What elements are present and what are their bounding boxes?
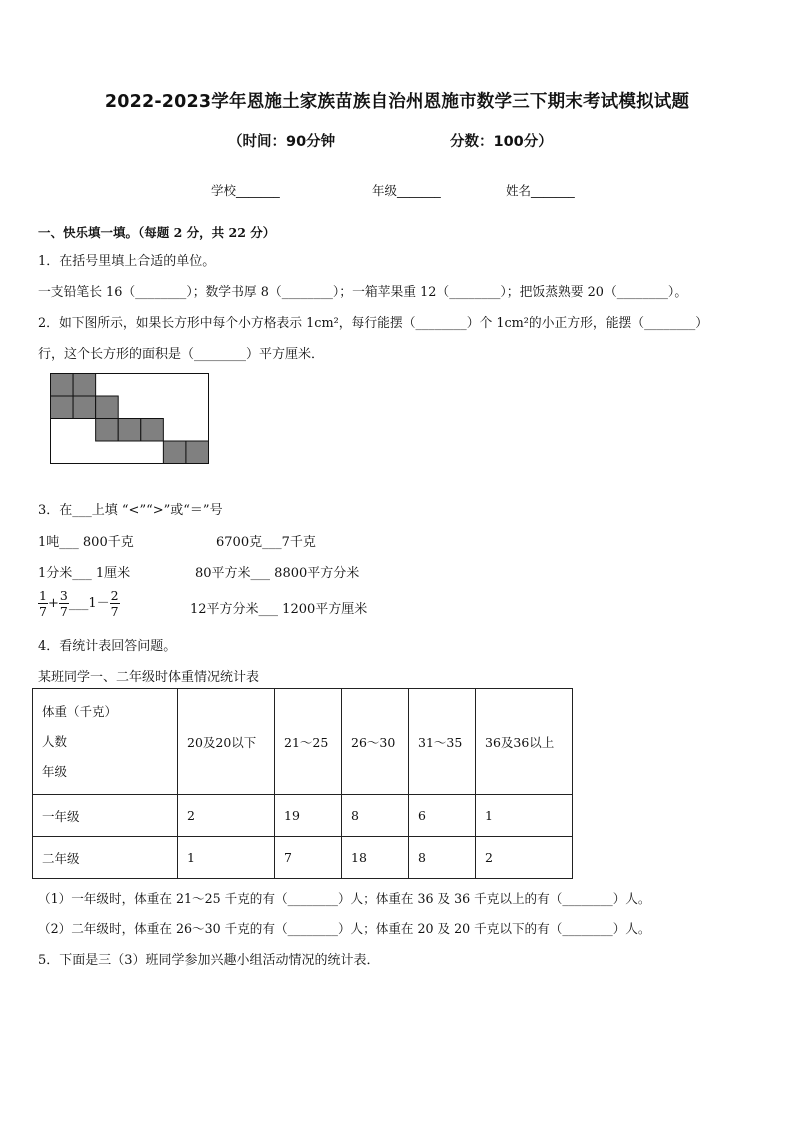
- table-cell: 8: [342, 795, 409, 837]
- table-row: [33, 837, 573, 879]
- shaded-square: [96, 419, 119, 442]
- shaded-square: [186, 441, 209, 464]
- table-corner-cell: 体重（千克） 人数 年级: [33, 689, 178, 795]
- table-header-row: [33, 689, 573, 795]
- table-cell: 7: [275, 837, 342, 879]
- table-cell: 18: [342, 837, 409, 879]
- section-heading: 一、快乐填一填。（每题 2 分，共 22 分）: [38, 225, 276, 240]
- grade-field[interactable]: 年级_______: [372, 183, 441, 198]
- table-cell: 2: [178, 795, 275, 837]
- q3-prompt: 3．在___上填 “<”“>”或“＝”号: [38, 503, 223, 518]
- q3-row3-right: 12平方分米___ 1200平方厘米: [190, 602, 368, 617]
- fraction-1-7: $\frac{1}{7}$: [39, 588, 47, 619]
- column-header: 31～35: [409, 689, 476, 795]
- name-field[interactable]: 姓名_______: [506, 183, 575, 198]
- exam-time: （时间：90分钟: [228, 134, 336, 150]
- column-header: 20及20以下: [178, 689, 275, 795]
- q4-sub1: （1）一年级时，体重在 21～25 千克的有（________）人；体重在 36 及 36 千克以上的有（________）人。: [38, 891, 651, 906]
- shaded-square: [51, 374, 74, 397]
- shaded-square: [141, 419, 164, 442]
- shaded-square: [73, 374, 96, 397]
- table-row: [33, 795, 573, 837]
- row-label: 一年级: [33, 795, 178, 837]
- table-cell: 8: [409, 837, 476, 879]
- page-title: 2022-2023学年恩施土家族苗族自治州恩施市数学三下期末考试模拟试题: [104, 92, 690, 112]
- table-cell: 2: [476, 837, 573, 879]
- shaded-square: [51, 396, 74, 419]
- rectangle-grid-figure: [50, 373, 210, 465]
- table-cell: 1: [476, 795, 573, 837]
- column-header: 21～25: [275, 689, 342, 795]
- q2-line1: 2．如下图所示，如果长方形中每个小方格表示 1cm²，每行能摆（________）个 1cm²的小正方形，能摆（________）: [38, 316, 709, 331]
- shaded-square: [163, 441, 186, 464]
- table-caption: 某班同学一、二年级时体重情况统计表: [38, 670, 260, 685]
- exam-score: 分数：100分）: [450, 134, 553, 150]
- fraction-2-7: $\frac{2}{7}$: [110, 588, 119, 619]
- q4-prompt: 4．看统计表回答问题。: [38, 639, 177, 654]
- table-cell: 1: [178, 837, 275, 879]
- q2-line2: 行，这个长方形的面积是（________）平方厘米．: [38, 347, 325, 362]
- q3-row1-right: 6700克___7千克: [216, 535, 316, 550]
- q3-fraction-expression: $\frac{1}{7}$ + $\frac{3}{7}$ ___1－ $\frac{2}{7}$: [39, 588, 119, 619]
- fraction-3-7: $\frac{3}{7}$: [59, 588, 68, 619]
- shaded-square: [73, 396, 96, 419]
- weight-stats-table: [32, 688, 573, 879]
- table-cell: 6: [409, 795, 476, 837]
- table-cell: 19: [275, 795, 342, 837]
- shaded-square: [118, 419, 141, 442]
- q3-row1-left: 1吨___ 800千克: [38, 535, 134, 550]
- q5-prompt: 5．下面是三（3）班同学参加兴趣小组活动情况的统计表．: [38, 953, 380, 968]
- q3-row2-left: 1分米___ 1厘米: [38, 566, 131, 581]
- q1-prompt: 1．在括号里填上合适的单位。: [38, 254, 216, 269]
- column-header: 36及36以上: [476, 689, 573, 795]
- q3-row2-right: 80平方米___ 8800平方分米: [195, 566, 360, 581]
- q1-line: 一支铅笔长 16（________）；数学书厚 8（________）；一箱苹果重 12（________）；把饭蒸熟要 20（________）。: [38, 285, 688, 300]
- q4-sub2: （2）二年级时，体重在 26～30 千克的有（________）人；体重在 20 及 20 千克以下的有（________）人。: [38, 921, 651, 936]
- row-label: 二年级: [33, 837, 178, 879]
- column-header: 26～30: [342, 689, 409, 795]
- shaded-square: [96, 396, 119, 419]
- school-field[interactable]: 学校_______: [211, 183, 280, 198]
